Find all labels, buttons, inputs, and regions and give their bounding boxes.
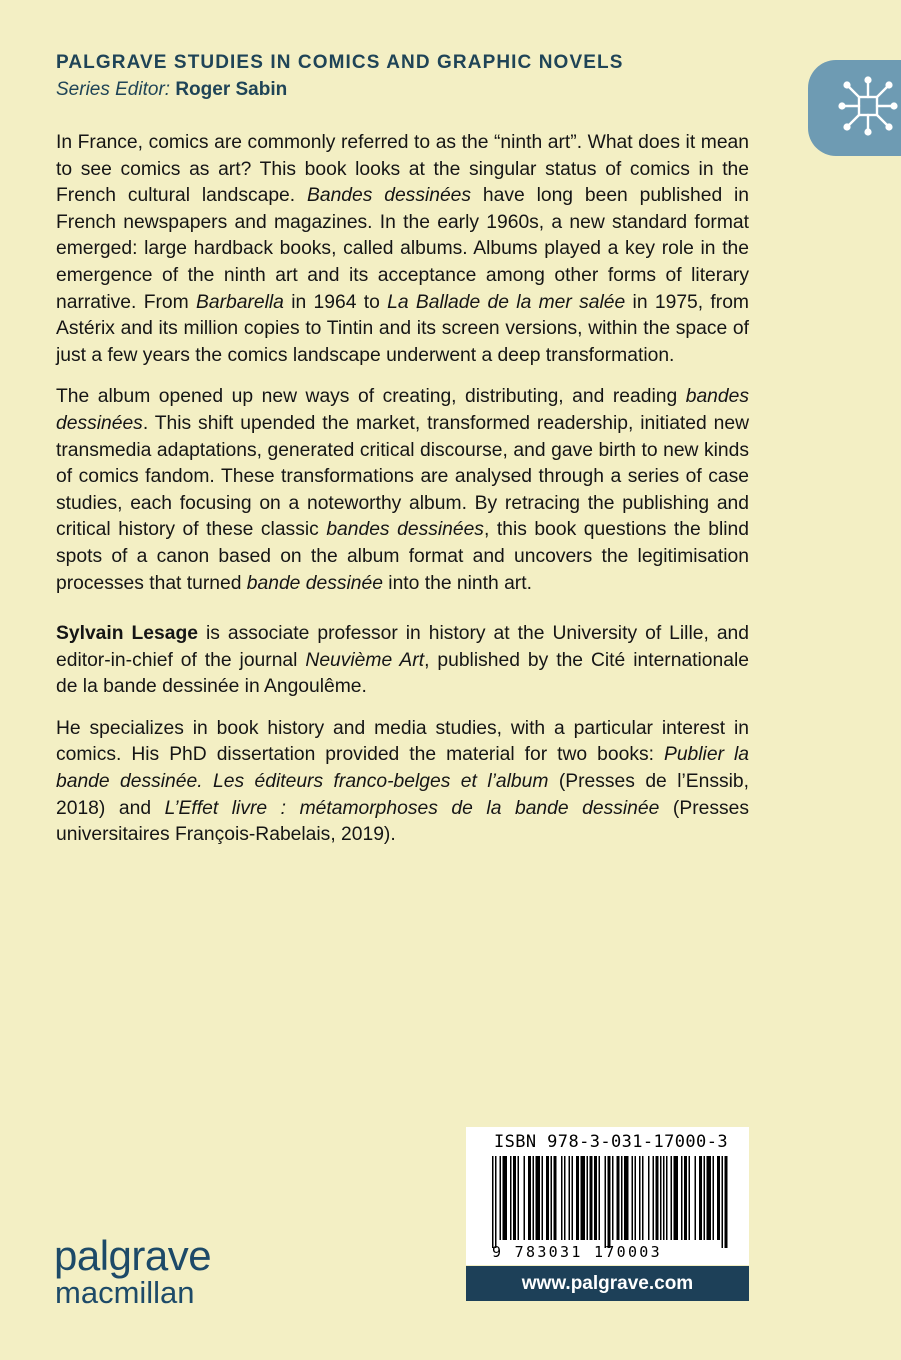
italic-title: Barbarella — [196, 291, 284, 313]
barcode-bar — [605, 1156, 607, 1248]
barcode-bar — [510, 1156, 512, 1240]
text-run: He specializes in book history and media studies, with a particular interest in comics. His PhD dissertation provided the material for two books: — [56, 717, 749, 766]
text-run: (Presses universitaires François-Rabelais, 2019). — [56, 797, 749, 846]
italic-title: bande dessinée — [246, 572, 383, 594]
series-editor-label: Series Editor: — [56, 79, 171, 100]
barcode-digits: 9 783031 170003 — [492, 1243, 662, 1261]
barcode-bar — [648, 1156, 650, 1240]
barcode-bar — [569, 1156, 571, 1240]
series-badge — [808, 60, 901, 156]
barcode-bar — [704, 1156, 706, 1240]
barcode-bar — [725, 1156, 728, 1248]
barcode-bar — [587, 1156, 589, 1240]
barcode-bar — [561, 1156, 563, 1240]
barcode-bar — [500, 1156, 502, 1240]
italic-title: bandes dessinées — [326, 519, 484, 541]
barcode-bar — [635, 1156, 637, 1240]
barcode-bar — [660, 1156, 662, 1240]
network-hub-icon — [838, 74, 898, 138]
publisher-logo-macmillan: macmillan — [55, 1275, 195, 1310]
text-run: , this book questions the blind spots of a canon based on the album format and uncovers the legitimisation processes that turned — [56, 519, 749, 594]
text-run: (Presses de l’Enssib, 2018) and — [56, 771, 750, 819]
barcode-bar — [653, 1156, 655, 1240]
text-run: The album opened up new ways of creating, distributing, and reading — [56, 386, 686, 408]
barcode-bar — [581, 1156, 586, 1240]
barcode-bar — [528, 1156, 531, 1240]
barcode-bar — [536, 1156, 541, 1240]
barcode-bar — [590, 1156, 593, 1240]
italic-title: Neuvième Art — [305, 649, 425, 671]
text-run: , published by the Cité internationale de la bande dessinée in Angoulême. — [56, 649, 749, 698]
series-editor-name: Roger Sabin — [175, 79, 288, 100]
barcode-bar — [524, 1156, 526, 1240]
barcode-bar — [503, 1156, 508, 1240]
italic-title: Bandes dessinées — [306, 185, 472, 207]
barcode-bar — [599, 1156, 601, 1240]
isbn-text: ISBN 978-3-031-17000-3 — [494, 1132, 728, 1152]
text-run: In France, comics are commonly referred to as the “ninth art”. What does it mean to see comics as art? This book looks at the singular status of comics in the French cultural landscape. — [56, 132, 749, 207]
barcode-bar — [689, 1156, 691, 1240]
series-title: PALGRAVE STUDIES IN COMICS AND GRAPHIC NOVELS — [56, 52, 624, 73]
barcode-bar — [492, 1156, 494, 1248]
italic-title: Publier la bande dessinée. Les éditeurs franco-belges et l’album — [56, 744, 749, 793]
series-editor — [56, 79, 287, 101]
text-run: into the ninth art. — [382, 572, 532, 594]
barcode-bar — [681, 1156, 683, 1240]
barcode-bar — [684, 1156, 687, 1240]
barcode-bar — [695, 1156, 697, 1240]
barcode-bar — [713, 1156, 715, 1240]
text-run: is associate professor in history at the University of Lille, and editor-in-chief of the journal — [56, 623, 750, 671]
text-run: have long been published in French newspapers and magazines. In the early 1960s, a new standard format emerged: large hardback books, called albums. Albums played a key role in the emergence of the ninth art and its acceptance among other forms of literary narrative. From — [56, 185, 750, 313]
barcode-bar — [564, 1156, 566, 1240]
barcode-bar — [621, 1156, 623, 1240]
barcode-bar — [551, 1156, 553, 1240]
barcode-bar — [533, 1156, 535, 1240]
barcode-bar — [572, 1156, 574, 1240]
barcode-bar — [722, 1156, 724, 1248]
barcode-bar — [546, 1156, 549, 1240]
barcode-bar — [576, 1156, 579, 1240]
italic-title: L’Effet livre : métamorphoses de la bande dessinée — [164, 797, 660, 819]
barcode-bar — [656, 1156, 659, 1240]
author-name: Sylvain Lesage — [56, 623, 198, 645]
barcode-bar — [717, 1156, 720, 1240]
barcode-bar — [666, 1156, 668, 1240]
barcode-bar — [699, 1156, 702, 1240]
barcode-bar — [542, 1156, 544, 1240]
italic-title: bandes dessinées — [56, 386, 749, 434]
barcode-bar — [518, 1156, 520, 1240]
barcode-bar — [642, 1156, 644, 1240]
barcode-bar — [594, 1156, 597, 1240]
blurb-paragraph-1 — [56, 130, 749, 369]
barcode-bar — [617, 1156, 620, 1240]
blurb-paragraph-2 — [56, 384, 749, 597]
author-bio-paragraph-1 — [56, 621, 749, 701]
italic-title: La Ballade de la mer salée — [387, 291, 626, 313]
barcode-bar — [671, 1156, 673, 1240]
barcode-bar — [632, 1156, 634, 1240]
text-run: in 1975, from Astérix and its million copies to Tintin and its screen versions, within the space of just a few years the comics landscape underwent a deep transformation. — [56, 291, 749, 366]
barcode-bar — [612, 1156, 614, 1240]
barcode-bar — [639, 1156, 641, 1240]
text-run: . This shift upended the market, transformed readership, initiated new transmedia adaptations, generated critical discourse, and gave birth to new kinds of comics fandom. These transformations are analysed through a series of case studies, each focusing on a noteworthy album. By retracing the publishing and critical history of these classic — [56, 412, 749, 541]
barcode-bar — [663, 1156, 665, 1240]
barcode-bar — [674, 1156, 679, 1240]
barcode-bar — [513, 1156, 516, 1240]
barcode-bar — [495, 1156, 497, 1248]
barcode-box — [466, 1127, 749, 1265]
barcode-bars — [482, 1156, 734, 1252]
barcode-bar — [608, 1156, 611, 1248]
author-bio-paragraph-2 — [56, 716, 749, 849]
barcode-bar — [554, 1156, 557, 1240]
barcode-bar — [707, 1156, 712, 1240]
text-run: in 1964 to — [283, 291, 388, 313]
barcode-bar — [624, 1156, 629, 1240]
publisher-logo-palgrave: palgrave — [54, 1232, 212, 1279]
website-url[interactable]: www.palgrave.com — [466, 1266, 749, 1301]
blurb — [56, 130, 749, 864]
